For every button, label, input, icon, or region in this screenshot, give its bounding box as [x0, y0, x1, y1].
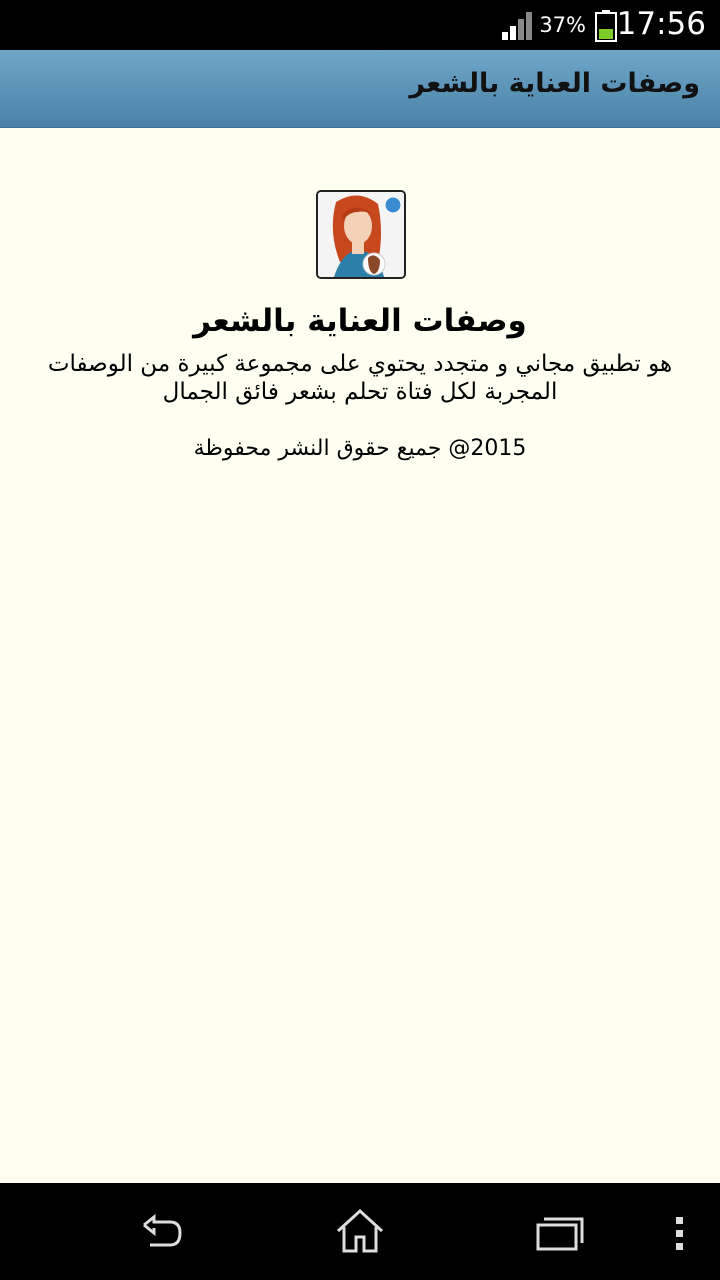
about-screen: [0, 128, 720, 1183]
menu-icon[interactable]: [650, 1203, 710, 1263]
home-icon[interactable]: [330, 1203, 390, 1263]
clock: 17:56: [616, 6, 706, 42]
app-name-heading: وصفات العناية بالشعر: [193, 303, 527, 339]
app-description: هو تطبيق مجاني و متجدد يحتوي على مجموعة كبيرة من الوصفات المجربة لكل فتاة تحلم بشعر فائق الجمال: [47, 351, 673, 405]
back-icon[interactable]: [130, 1203, 190, 1263]
battery-icon: [595, 10, 617, 46]
battery-percent: 37%: [539, 13, 586, 37]
app-logo-image: [316, 190, 406, 279]
navigation-bar: [0, 1183, 720, 1280]
signal-icon: [502, 12, 534, 44]
status-bar: [0, 0, 720, 50]
recents-icon[interactable]: [530, 1203, 590, 1263]
copyright-text: 2015@ جميع حقوق النشر محفوظة: [193, 436, 527, 461]
action-bar-title: وصفات العناية بالشعر: [409, 68, 700, 99]
action-bar: [0, 50, 720, 128]
